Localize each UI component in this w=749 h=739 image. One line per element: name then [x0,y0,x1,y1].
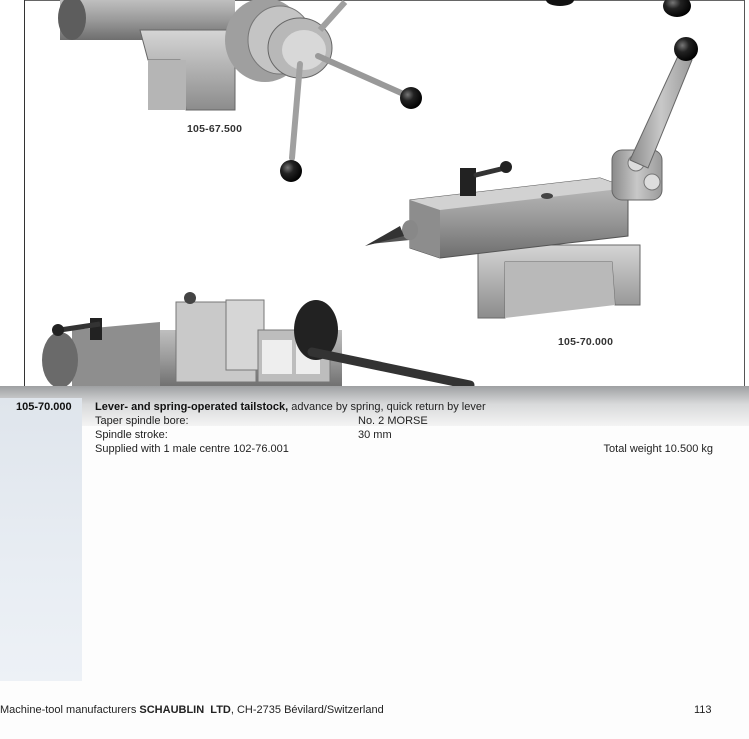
page-number: 113 [694,704,712,716]
spec-label-taper: Taper spindle bore: [95,415,189,427]
footer-manufacturer [0,704,384,716]
figure-label-105-70000: 105-70.000 [558,336,614,348]
spec-label-stroke: Spindle stroke: [95,429,168,441]
supplied-note: Supplied with 1 male centre 102-76.001 [95,443,289,455]
tailstock-105-67500-image [58,0,691,182]
tailstock-105-70000-image [365,37,698,318]
code-column-panel [0,398,82,681]
footer-prefix: Machine-tool manufacturers [0,704,140,716]
spec-value-stroke: 30 mm [358,429,392,441]
footer-brand: SCHAUBLIN LTD [139,704,231,716]
spec-value-taper: No. 2 MORSE [358,415,428,427]
figure-label-105-67500: 105-67.500 [187,123,243,135]
total-weight: Total weight 10.500 kg [603,443,713,455]
item-title [95,401,486,413]
footer-suffix: , CH-2735 Bévilard/Switzerland [230,704,384,716]
item-title-bold: Lever- and spring-operated tailstock, [95,401,289,413]
attachment-bottom-image [42,292,470,388]
item-title-rest: advance by spring, quick return by lever [288,401,486,413]
item-code: 105-70.000 [16,401,72,413]
